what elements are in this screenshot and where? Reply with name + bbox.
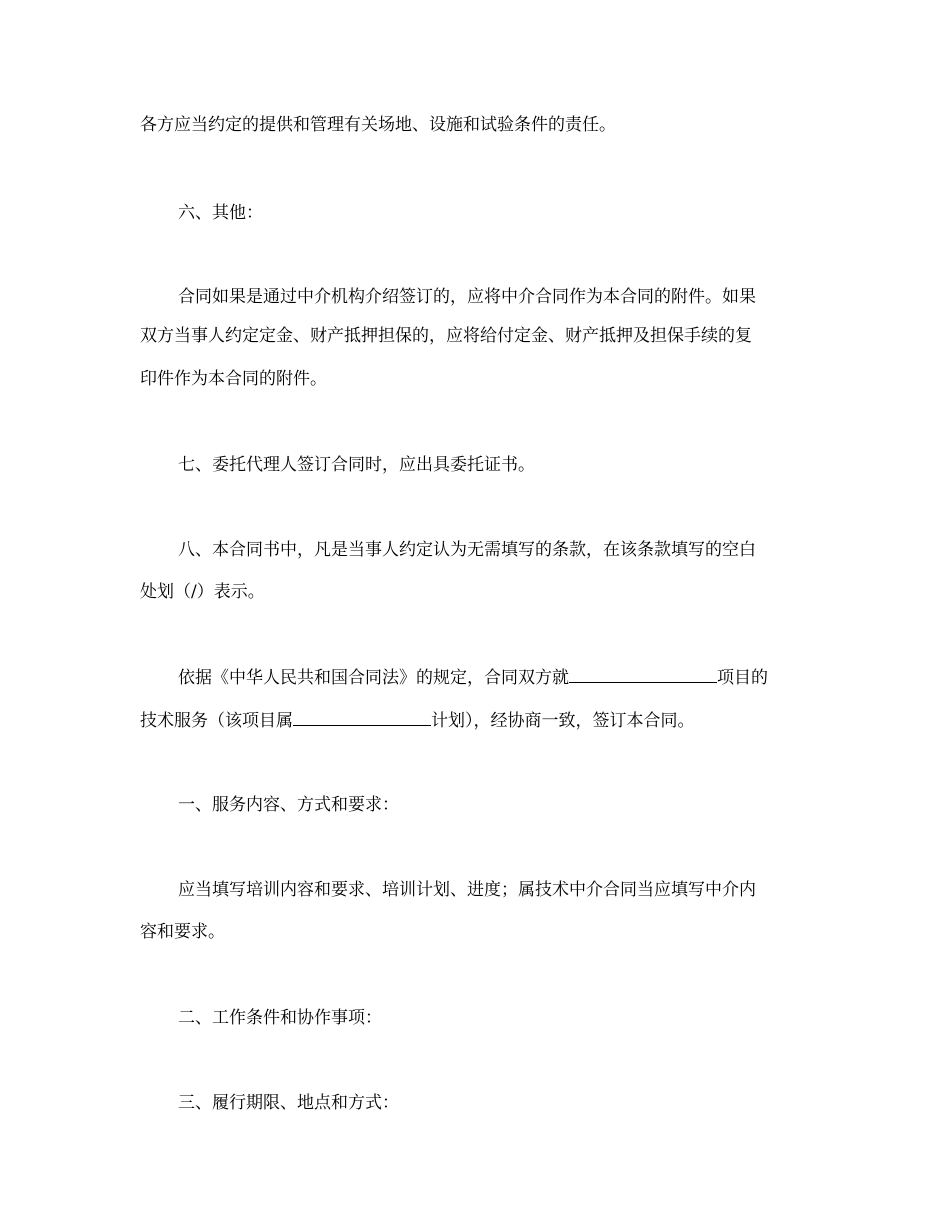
paragraph-line: 双方当事人约定定金、财产抵押担保的，应将给付定金、财产抵押及担保手续的复 [140,326,752,346]
intro-text-start: 技术服务（该项目属 [140,711,293,731]
section-heading-agent: 七、委托代理人签订合同时，应出具委托证书。 [178,455,535,475]
contract-intro-line [178,664,850,691]
paragraph-line: 各方应当约定的提供和管理有关场地、设施和试验条件的责任。 [140,115,616,135]
section-heading-conditions: 二、工作条件和协作事项： [178,1008,382,1028]
paragraph-line: 容和要求。 [140,922,225,942]
intro-text-end: 项目的 [717,668,768,688]
paragraph-line: 应当填写培训内容和要求、培训计划、进度；属技术中介合同当应填写中介内 [178,880,756,900]
paragraph-line: 处划（/）表示。 [140,582,265,602]
paragraph-line: 八、本合同书中，凡是当事人约定认为无需填写的条款，在该条款填写的空白 [178,540,756,560]
intro-text-start: 依据《中华人民共和国合同法》的规定，合同双方就 [178,668,569,688]
intro-text-end: 计划），经协商一致，签订本合同。 [431,711,695,731]
paragraph-line: 印件作为本合同的附件。 [140,369,327,389]
paragraph-line: 合同如果是通过中介机构介绍签订的，应将中介合同作为本合同的附件。如果 [178,287,756,307]
section-heading-service: 一、服务内容、方式和要求： [178,795,399,815]
plan-name-blank[interactable] [293,707,431,726]
project-name-blank[interactable] [569,664,717,683]
contract-intro-line [140,707,812,734]
section-heading-term: 三、履行期限、地点和方式： [178,1093,399,1113]
section-heading-other: 六、其他： [178,203,263,223]
